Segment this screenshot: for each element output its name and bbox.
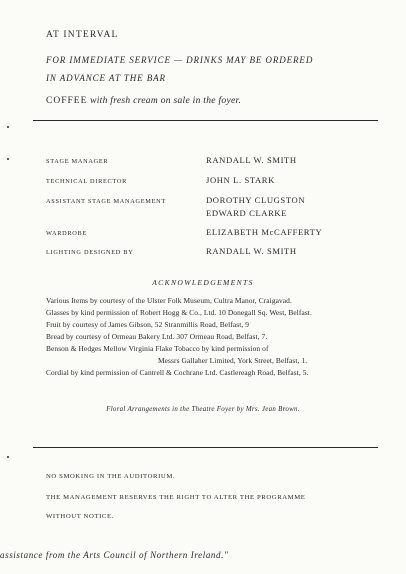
credit-role: WARDROBE <box>46 230 87 237</box>
credit-role: STAGE MANAGER <box>46 158 109 165</box>
acknowledgement-line: Messrs Gallaher Limited, York Street, Belfast, 1. <box>158 356 308 365</box>
acknowledgements-heading: ACKNOWLEDGEMENTS <box>152 278 254 287</box>
coffee-rest: with fresh cream on sale in the foyer. <box>90 96 242 106</box>
credit-role: LIGHTING DESIGNED BY <box>46 249 134 256</box>
credit-name: JOHN L. STARK <box>206 175 275 185</box>
binding-hole-mark <box>7 158 9 160</box>
interval-heading: AT INTERVAL <box>46 30 119 40</box>
notice-programme-change: THE MANAGEMENT RESERVES THE RIGHT TO ALTER THE PROGRAMME <box>46 494 306 501</box>
notice-no-smoking: NO SMOKING IN THE AUDITORIUM. <box>46 473 176 480</box>
coffee-word: COFFEE <box>46 96 88 106</box>
credit-name: RANDALL W. SMITH <box>206 246 297 256</box>
divider-bottom <box>33 447 378 448</box>
acknowledgement-line: Benson & Hedges Mellow Virginia Flake Tobacco by kind permission of <box>46 344 269 353</box>
credit-role: ASSISTANT STAGE MANAGEMENT <box>46 198 166 205</box>
acknowledgement-line: Various Items by courtesy of the Ulster Folk Museum, Cultra Manor, Craigavad. <box>46 296 292 305</box>
acknowledgement-line: Fruit by courtesy of James Gibson, 52 Stranmillis Road, Belfast, 9 <box>46 320 250 329</box>
arts-council-credit: assistance from the Arts Council of Northern Ireland." <box>0 550 229 560</box>
notice-without-notice: WITHOUT NOTICE. <box>46 513 114 520</box>
acknowledgement-line: Bread by courtesy of Ormeau Bakery Ltd. 307 Ormeau Road, Belfast, 7. <box>46 332 268 341</box>
credit-role: TECHNICAL DIRECTOR <box>46 178 127 185</box>
credit-name: DOROTHY CLUGSTON <box>206 195 306 205</box>
coffee-line <box>46 96 241 106</box>
credit-name: EDWARD CLARKE <box>206 208 288 218</box>
acknowledgement-line: Cordial by kind permission of Cantrell & Cochrane Ltd. Castlereagh Road, Belfast, 5. <box>46 368 309 377</box>
divider-top <box>33 120 378 121</box>
service-line-2: IN ADVANCE AT THE BAR <box>46 73 166 83</box>
acknowledgement-line: Glasses by kind permission of Robert Hogg & Co., Ltd. 10 Donegall Sq. West, Belfast. <box>46 308 312 317</box>
service-line-1: FOR IMMEDIATE SERVICE — DRINKS MAY BE ORDERED <box>46 55 314 65</box>
credit-name: ELIZABETH McCAFFERTY <box>206 227 323 237</box>
floral-credit: Floral Arrangements in the Theatre Foyer by Mrs. Jean Brown. <box>106 406 300 413</box>
credit-name: RANDALL W. SMITH <box>206 155 297 165</box>
binding-hole-mark <box>7 126 9 128</box>
binding-hole-mark <box>7 456 9 458</box>
